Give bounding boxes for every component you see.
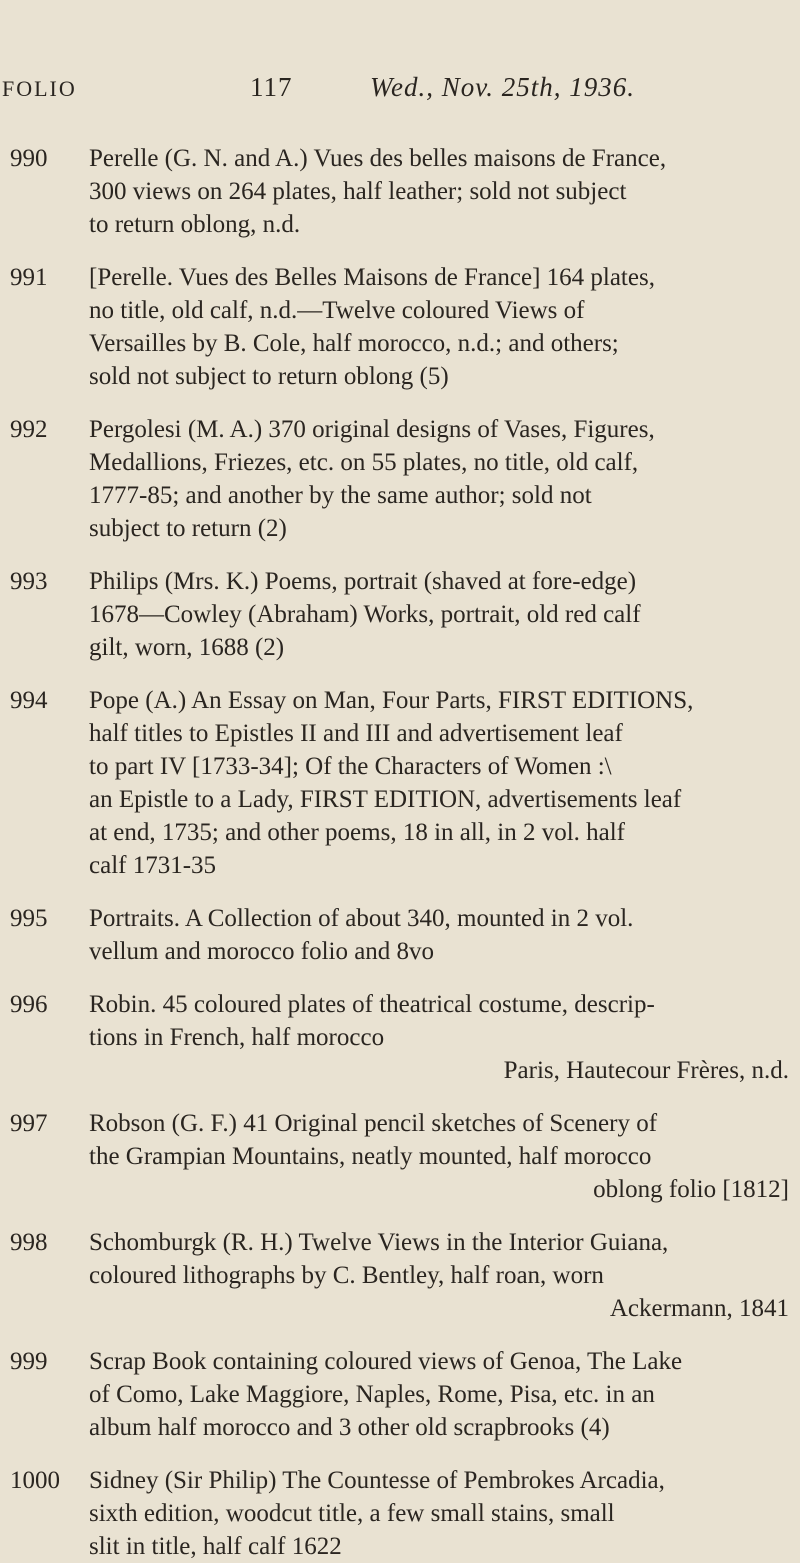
lot-description bbox=[89, 1464, 789, 1563]
lot-number: 996 bbox=[10, 991, 48, 1018]
description-line: the Grampian Mountains, neatly mounted, half morocco bbox=[89, 1143, 652, 1170]
description-line: Robson (G. F.) 41 Original pencil sketches of Scenery of bbox=[89, 1110, 658, 1137]
description-line: to return oblong, n.d. bbox=[89, 211, 301, 238]
description-line: Sidney (Sir Philip) The Countesse of Pembrokes Arcadia, bbox=[89, 1467, 665, 1494]
lot-number: 995 bbox=[10, 905, 48, 932]
lot-description bbox=[89, 565, 789, 664]
lot-description bbox=[89, 684, 789, 882]
description-line: Versailles by B. Cole, half morocco, n.d.; and others; bbox=[89, 330, 619, 357]
lot-number: 997 bbox=[10, 1110, 48, 1137]
description-line: Medallions, Friezes, etc. on 55 plates, no title, old calf, bbox=[89, 449, 639, 476]
description-line: oblong folio [1812] bbox=[593, 1176, 789, 1203]
lot-number: 999 bbox=[10, 1348, 48, 1375]
sale-date: Wed., Nov. 25th, 1936. bbox=[370, 72, 635, 102]
lot-number: 994 bbox=[10, 687, 48, 714]
description-line: an Epistle to a Lady, FIRST EDITION, advertisements leaf bbox=[89, 786, 682, 813]
lot-description bbox=[89, 1107, 789, 1206]
description-line: to part IV [1733-34]; Of the Characters of Women :\ bbox=[89, 753, 612, 780]
description-line: slit in title, half calf 1622 bbox=[89, 1533, 342, 1560]
description-line: Scrap Book containing coloured views of Genoa, The Lake bbox=[89, 1348, 683, 1375]
lot-description bbox=[89, 902, 789, 968]
lot-number: 1000 bbox=[10, 1467, 60, 1494]
lot-description bbox=[89, 988, 789, 1087]
description-line: sold not subject to return oblong (5) bbox=[89, 363, 449, 390]
description-line: at end, 1735; and other poems, 18 in all, in 2 vol. half bbox=[89, 819, 626, 846]
description-line: calf 1731-35 bbox=[89, 852, 217, 879]
description-line: subject to return (2) bbox=[89, 515, 287, 542]
lot-number: 990 bbox=[10, 145, 48, 172]
lot-description bbox=[89, 413, 789, 545]
description-line: of Como, Lake Maggiore, Naples, Rome, Pisa, etc. in an bbox=[89, 1381, 655, 1408]
lot-description bbox=[89, 261, 789, 393]
description-line: 1777-85; and another by the same author; sold not bbox=[89, 482, 592, 509]
description-line: no title, old calf, n.d.—Twelve coloured Views of bbox=[89, 297, 585, 324]
description-line: half titles to Epistles II and III and advertisement leaf bbox=[89, 720, 623, 747]
description-line: tions in French, half morocco bbox=[89, 1024, 385, 1051]
folio-label: FOLIO bbox=[2, 76, 77, 101]
lot-number: 998 bbox=[10, 1229, 48, 1256]
page-number: 117 bbox=[250, 72, 293, 102]
description-line: 300 views on 264 plates, half leather; sold not subject bbox=[89, 178, 627, 205]
description-line: 1678—Cowley (Abraham) Works, portrait, old red calf bbox=[89, 601, 641, 628]
description-line: Pergolesi (M. A.) 370 original designs of Vases, Figures, bbox=[89, 416, 655, 443]
lot-number: 991 bbox=[10, 264, 48, 291]
lot-number: 993 bbox=[10, 568, 48, 595]
description-line: Schomburgk (R. H.) Twelve Views in the Interior Guiana, bbox=[89, 1229, 669, 1256]
description-line: Robin. 45 coloured plates of theatrical costume, descrip- bbox=[89, 991, 655, 1018]
description-line: coloured lithographs by C. Bentley, half roan, worn bbox=[89, 1262, 604, 1289]
description-line: Philips (Mrs. K.) Poems, portrait (shaved at fore-edge) bbox=[89, 568, 637, 595]
description-line: album half morocco and 3 other old scrapbrooks (4) bbox=[89, 1414, 610, 1441]
description-line: sixth edition, woodcut title, a few small stains, small bbox=[89, 1500, 615, 1527]
description-line: Pope (A.) An Essay on Man, Four Parts, FIRST EDITIONS, bbox=[89, 687, 694, 714]
lot-description bbox=[89, 1345, 789, 1444]
lot-description bbox=[89, 1226, 789, 1325]
description-line: Portraits. A Collection of about 340, mounted in 2 vol. bbox=[89, 905, 634, 932]
description-line: [Perelle. Vues des Belles Maisons de France] 164 plates, bbox=[89, 264, 655, 291]
description-line: gilt, worn, 1688 (2) bbox=[89, 634, 285, 661]
description-line: Paris, Hautecour Frères, n.d. bbox=[503, 1057, 789, 1084]
description-line: Perelle (G. N. and A.) Vues des belles maisons de France, bbox=[89, 145, 667, 172]
lot-description bbox=[89, 142, 789, 241]
page-header bbox=[0, 72, 800, 112]
description-line: Ackermann, 1841 bbox=[609, 1295, 789, 1322]
description-line: vellum and morocco folio and 8vo bbox=[89, 938, 435, 965]
lot-number: 992 bbox=[10, 416, 48, 443]
